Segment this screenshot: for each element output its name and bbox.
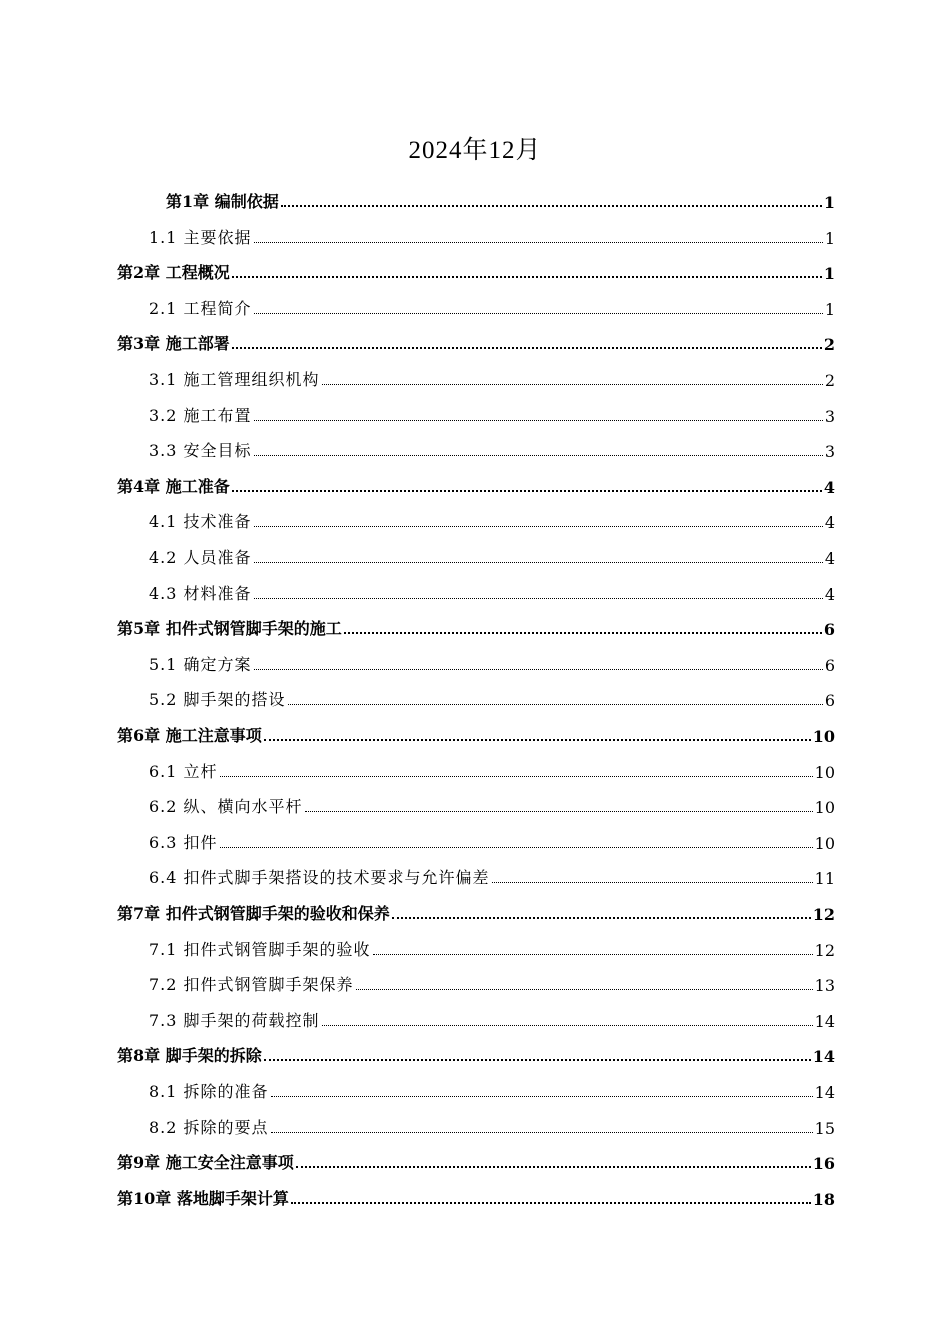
- toc-page-number: 4: [824, 549, 835, 568]
- toc-section-entry[interactable]: [149, 1078, 835, 1102]
- toc-section-entry[interactable]: [149, 971, 835, 995]
- toc-dot-leader: [288, 704, 823, 705]
- toc-entry-label: 6.3 扣件: [149, 832, 218, 852]
- toc-page-number: 3: [824, 406, 835, 426]
- toc-dot-leader: [232, 276, 822, 278]
- toc-page-number: 11: [814, 869, 835, 889]
- toc-dot-leader: [322, 384, 823, 385]
- toc-entry-label: 7.2 扣件式钢管脚手架保养: [149, 975, 354, 995]
- toc-entry-label: 6.1 立杆: [149, 761, 218, 781]
- toc-dot-leader: [220, 776, 813, 777]
- toc-entry-label: 1.1 主要依据: [149, 227, 252, 247]
- toc-chapter-entry[interactable]: [117, 900, 835, 924]
- toc-dot-leader: [254, 562, 823, 563]
- toc-dot-leader: [232, 490, 822, 492]
- toc-chapter-entry[interactable]: [117, 259, 835, 283]
- toc-section-entry[interactable]: [149, 829, 835, 853]
- toc-dot-leader: [254, 242, 823, 243]
- toc-page-number: 6: [824, 655, 835, 675]
- toc-page-number: 12: [814, 940, 835, 960]
- toc-dot-leader: [264, 739, 811, 741]
- toc-dot-leader: [264, 1059, 811, 1061]
- toc-entry-label: 第7章 扣件式钢管脚手架的验收和保养: [117, 904, 390, 923]
- toc-chapter-entry[interactable]: [117, 1042, 835, 1066]
- toc-chapter-entry[interactable]: [117, 1149, 835, 1173]
- toc-page-number: 3: [824, 442, 835, 462]
- toc-section-entry[interactable]: [149, 1007, 835, 1031]
- toc-chapter-entry[interactable]: [117, 1185, 835, 1209]
- toc-page-number: 2: [823, 335, 835, 355]
- toc-dot-leader: [392, 917, 811, 919]
- toc-dot-leader: [291, 1202, 811, 1204]
- toc-section-entry[interactable]: [149, 366, 835, 390]
- toc-page-number: 12: [812, 905, 835, 924]
- toc-chapter-entry[interactable]: [117, 615, 835, 639]
- toc-section-entry[interactable]: [149, 437, 835, 461]
- toc-entry-label: 5.1 确定方案: [149, 654, 252, 674]
- toc-section-entry[interactable]: [149, 295, 835, 319]
- toc-page-number: 1: [823, 193, 835, 212]
- toc-dot-leader: [305, 811, 813, 812]
- toc-section-entry[interactable]: [149, 686, 835, 710]
- toc-dot-leader: [232, 347, 822, 349]
- toc-page-number: 4: [823, 477, 835, 497]
- toc-chapter-entry[interactable]: [117, 330, 835, 354]
- toc-dot-leader: [492, 882, 813, 883]
- toc-dot-leader: [254, 420, 823, 421]
- toc-dot-leader: [254, 598, 823, 599]
- toc-page-number: 18: [812, 1189, 835, 1209]
- toc-entry-label: 第2章 工程概况: [117, 263, 230, 283]
- toc-entry-label: 4.1 技术准备: [149, 512, 252, 532]
- toc-entry-label: 8.2 拆除的要点: [149, 1117, 269, 1137]
- toc-entry-label: 6.2 纵、横向水平杆: [149, 797, 303, 817]
- toc-entry-label: 7.3 脚手架的荷载控制: [149, 1010, 320, 1030]
- toc-page-number: 16: [812, 1154, 835, 1174]
- toc-entry-label: 7.1 扣件式钢管脚手架的验收: [149, 939, 371, 959]
- toc-entry-label: 第3章 施工部署: [117, 334, 230, 354]
- toc-entry-label: 第1章 编制依据: [166, 192, 279, 211]
- toc-dot-leader: [296, 1166, 811, 1168]
- toc-section-entry[interactable]: [149, 864, 835, 888]
- toc-page-number: 10: [814, 762, 835, 782]
- toc-section-entry[interactable]: [149, 224, 835, 248]
- toc-dot-leader: [281, 205, 822, 207]
- toc-entry-label: 4.2 人员准备: [149, 548, 252, 567]
- toc-dot-leader: [254, 313, 823, 314]
- toc-entry-label: 第4章 施工准备: [117, 476, 230, 496]
- toc-page-number: 4: [824, 513, 835, 533]
- toc-dot-leader: [271, 1096, 813, 1097]
- toc-entry-label: 第8章 脚手架的拆除: [117, 1046, 262, 1066]
- toc-dot-leader: [220, 847, 813, 848]
- toc-section-entry[interactable]: [149, 544, 835, 568]
- toc-page-number: 1: [824, 299, 835, 319]
- toc-page-number: 14: [812, 1047, 835, 1067]
- toc-chapter-entry[interactable]: [117, 722, 835, 746]
- toc-page-number: 1: [824, 228, 835, 248]
- toc-page-number: 10: [814, 798, 835, 818]
- toc-entry-label: 3.1 施工管理组织机构: [149, 370, 320, 389]
- toc-entry-label: 第10章 落地脚手架计算: [117, 1188, 289, 1208]
- toc-dot-leader: [254, 526, 823, 527]
- toc-page-number: 14: [814, 1083, 835, 1102]
- toc-dot-leader: [373, 954, 813, 955]
- toc-section-entry[interactable]: [149, 651, 835, 675]
- toc-entry-label: 第5章 扣件式钢管脚手架的施工: [117, 619, 342, 639]
- toc-dot-leader: [271, 1132, 813, 1133]
- toc-page-number: 10: [812, 727, 835, 746]
- toc-entry-label: 8.1 拆除的准备: [149, 1082, 269, 1101]
- toc-section-entry[interactable]: [149, 936, 835, 960]
- toc-dot-leader: [254, 455, 823, 456]
- toc-page-number: 6: [824, 691, 835, 711]
- toc-dot-leader: [254, 669, 823, 670]
- toc-section-entry[interactable]: [149, 402, 835, 426]
- toc-entry-label: 3.3 安全目标: [149, 441, 252, 461]
- toc-section-entry[interactable]: [149, 793, 835, 817]
- toc-page-number: 14: [814, 1011, 835, 1031]
- toc-dot-leader: [344, 632, 822, 634]
- toc-entry-label: 2.1 工程简介: [149, 298, 252, 318]
- toc-page-number: 2: [824, 371, 835, 390]
- toc-entry-label: 5.2 脚手架的搭设: [149, 690, 286, 710]
- date-heading: 2024年12月: [408, 137, 542, 164]
- toc-page-number: 4: [824, 584, 835, 604]
- toc-page-number: 15: [814, 1118, 835, 1138]
- toc-chapter-entry[interactable]: [166, 188, 835, 212]
- toc-section-entry[interactable]: [149, 580, 835, 604]
- toc-entry-label: 4.3 材料准备: [149, 583, 252, 603]
- toc-section-entry[interactable]: [149, 758, 835, 782]
- toc-section-entry[interactable]: [149, 1114, 835, 1138]
- toc-page-number: 10: [814, 833, 835, 853]
- toc-section-entry[interactable]: [149, 508, 835, 532]
- toc-page-number: 6: [823, 620, 835, 640]
- toc-entry-label: 6.4 扣件式脚手架搭设的技术要求与允许偏差: [149, 868, 490, 888]
- toc-page-number: 13: [814, 976, 835, 996]
- toc-dot-leader: [322, 1025, 813, 1026]
- toc-entry-label: 3.2 施工布置: [149, 405, 252, 425]
- toc-page-number: 1: [823, 264, 835, 284]
- toc-chapter-entry[interactable]: [117, 473, 835, 497]
- toc-dot-leader: [356, 989, 813, 990]
- toc-entry-label: 第6章 施工注意事项: [117, 726, 262, 745]
- toc-entry-label: 第9章 施工安全注意事项: [117, 1153, 294, 1173]
